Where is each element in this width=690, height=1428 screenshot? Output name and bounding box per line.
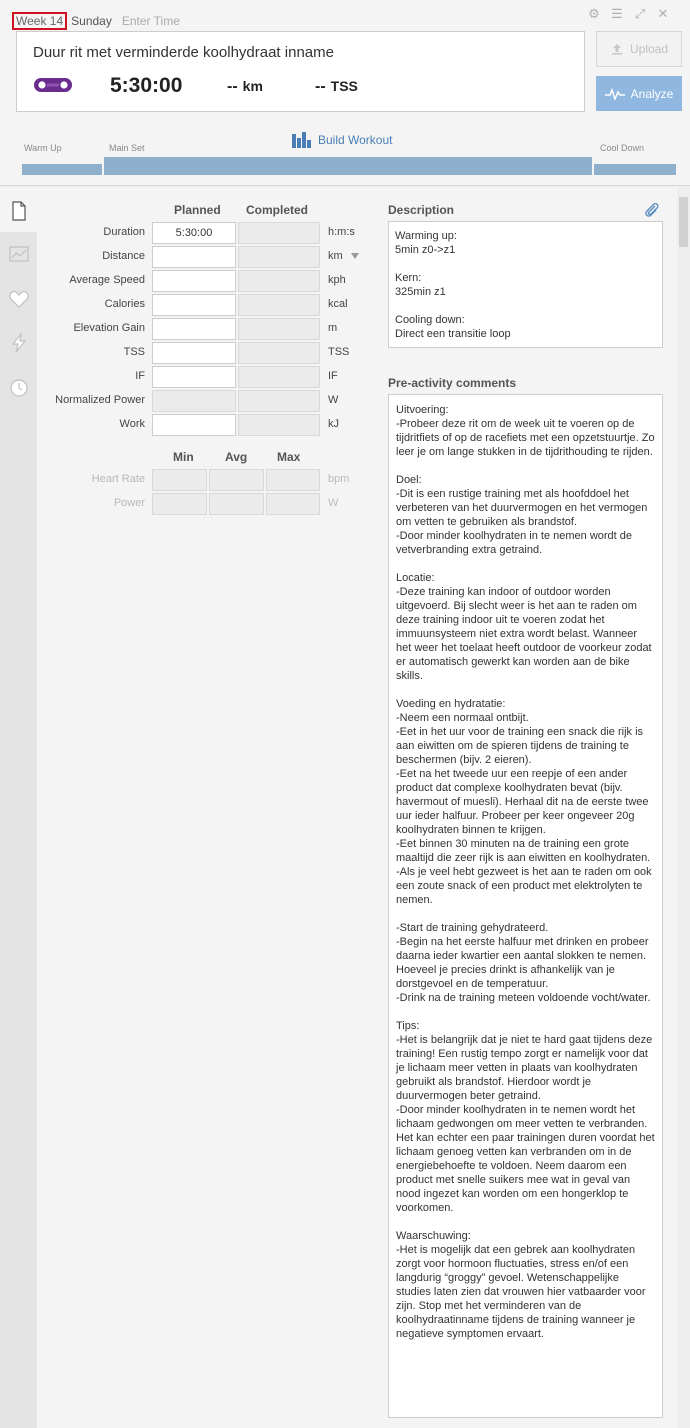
lightning-icon[interactable] (9, 333, 29, 353)
max-header: Max (277, 450, 301, 464)
planned-tss (315, 78, 358, 96)
workout-header (0, 0, 690, 186)
tss-completed-input[interactable] (238, 342, 320, 364)
if-label: IF (135, 370, 145, 382)
upload-icon (610, 43, 624, 55)
average-speed-label: Average Speed (69, 274, 145, 286)
elevation-gain-label: Elevation Gain (73, 322, 145, 334)
work-unit: kJ (328, 418, 339, 430)
calories-unit: kcal (328, 298, 348, 310)
enter-time-link[interactable]: Enter Time (121, 14, 180, 28)
calories-label: Calories (104, 298, 145, 310)
average-speed-planned-input[interactable] (152, 270, 236, 292)
elevation-gain-unit: m (328, 322, 338, 334)
distance-label: Distance (102, 250, 145, 262)
if-completed-input[interactable] (238, 366, 320, 388)
pulse-icon (605, 88, 625, 100)
if-unit: IF (328, 370, 338, 382)
elevation-gain-planned-input[interactable] (152, 318, 236, 340)
tss-unit: TSS (330, 78, 358, 94)
workout-title[interactable]: Duur rit met verminderde koolhydraat inname (33, 44, 334, 61)
min-header: Min (173, 450, 194, 464)
bike-chain-icon (33, 76, 73, 94)
power-max-input (266, 493, 320, 515)
tss-planned-input[interactable] (152, 342, 236, 364)
main-set-label: Main Set (109, 143, 145, 153)
clock-icon[interactable] (9, 378, 29, 398)
document-icon[interactable] (9, 201, 29, 221)
distance-unit: km (242, 78, 263, 94)
distance-planned-input[interactable] (152, 246, 236, 268)
duration-unit: h:m:s (328, 226, 355, 238)
build-workout-label: Build Workout (318, 133, 393, 147)
gear-icon[interactable]: ⚙ (588, 6, 600, 21)
power-label: Power (113, 497, 145, 509)
planned-header: Planned (174, 203, 221, 217)
work-label: Work (119, 418, 145, 430)
distance-unit-select[interactable]: km (328, 250, 343, 262)
scrollbar-thumb[interactable] (679, 197, 688, 247)
distance-completed-input[interactable] (238, 246, 320, 268)
close-icon[interactable]: ✕ (657, 6, 669, 21)
cool-down-segment[interactable] (594, 164, 676, 175)
planned-distance (227, 78, 263, 96)
chart-line-icon[interactable] (9, 244, 29, 264)
window-controls (587, 7, 670, 21)
week-label[interactable]: Week 14 (12, 12, 67, 30)
comments-title: Pre-activity comments (388, 376, 517, 390)
heart-rate-unit: bpm (328, 473, 350, 485)
work-planned-input[interactable] (152, 414, 236, 436)
duration-planned-input[interactable]: 5:30:00 (152, 222, 236, 244)
analyze-button[interactable] (596, 76, 682, 111)
normalized-power-completed-input[interactable] (238, 390, 320, 412)
day-label[interactable]: Sunday (71, 14, 112, 28)
pre-activity-comments-textarea[interactable]: Uitvoering: -Probeer deze rit om de week uit te voeren op de tijdritfiets of op de racefiets met een opzetstuurtje. Zo leer je om lange stukken in de tijdrithouding te rijden. Doel: -Dit is een rustige training met als hoofddoel het verbeteren van het duurvermogen en het vermogen om vetten te gebruiken als brandstof. -Door minder koolhydraten in te nemen wordt de vetverbranding extra getraind. Locatie: -Deze training kan indoor of outdoor worden uitgevoerd. Bij slecht weer is het aan te raden om deze training indoor uit te voeren zodat het immuunsysteem niet extra wordt belast. Wanneer het weer het toelaat heeft outdoor de voorkeur zodat er automatisch gewerkt kan worden aan de bike skills. Voeding en hydratatie: -Neem een normaal ontbijt. -Eet in het uur voor de training een snack die rijk is aan eiwitten om de spieren tijdens de training te beschermen (bijv. 2 eieren). -Eet na het tweede uur een reepje of een ander product dat complexe koolhydraten bevat (bijv. havermout of muesli). Herhaal dit na de eerste twee uur ieder halfuur. Probeer per keer ongeveer 20g koolhydraten binnen te krijgen. -Eet binnen 30 minuten na de training een grote maaltijd die zeer rijk is aan eiwitten en koolhydraten. -Als je veel hebt gezweet is het aan te raden om ook een zoute snack of een product met elektrolyten te nemen. -Start de training gehydrateerd. -Begin na het eerste halfuur met drinken en probeer daarna ieder kwartier een aantal slokken te nemen. Hoeveel je precies drinkt is afhankelijk van je dorstgevoel en de temperatuur. -Drink na de training meteen voldoende vocht/water. Tips: -Het is belangrijk dat je niet te hard gaat tijdens deze training! Een rustig tempo zorgt er namelijk voor dat je lichaam meer vetten in plaats van koolhydraten gebruikt als brandstof. Hierdoor wordt je duurvermogen beter getraind. -Door minder koolhydraten in te nemen wordt het lichaam gedwongen om meer vetten te verbranden. Het kan echter een paar trainingen duren voordat het lichaam genoeg vetten kan verbranden om in de energiebehoefte te voldoen. Neem daarom een product met snelle suikers mee wat in geval van nood ingezet kan worden om een hongerklop te voorkomen. Waarschuwing: -Het is mogelijk dat een gebrek aan koolhydraten zorgt voor hormoon fluctuaties, stress en/of een langdurig “groggy” gevoel. Wetenschappelijke studies laten zien dat vrouwen hier vatbaarder voor zijn. Stop met het verminderen van de koolhydraatinname tijdens de training wanneer je negatieve symptomen ervaart. (388, 394, 663, 1418)
work-completed-input[interactable] (238, 414, 320, 436)
menu-icon[interactable]: ☰ (611, 6, 623, 21)
tss-unit-label: TSS (328, 346, 350, 358)
normalized-power-unit: W (328, 394, 339, 406)
avg-header: Avg (225, 450, 248, 464)
duration-label: Duration (103, 226, 145, 238)
planned-duration: 5:30:00 (110, 74, 183, 97)
bar-chart-icon (292, 132, 312, 148)
tss-label: TSS (123, 346, 145, 358)
date-line (12, 12, 180, 30)
power-avg-input (209, 493, 264, 515)
upload-button[interactable] (596, 31, 682, 67)
heart-icon[interactable] (9, 289, 29, 309)
normalized-power-label: Normalized Power (55, 394, 145, 406)
description-title: Description (388, 203, 455, 217)
normalized-power-planned-input (152, 390, 236, 412)
calories-completed-input[interactable] (238, 294, 320, 316)
heart-rate-label: Heart Rate (91, 473, 145, 485)
average-speed-completed-input[interactable] (238, 270, 320, 292)
upload-label: Upload (629, 42, 669, 56)
elevation-gain-completed-input[interactable] (238, 318, 320, 340)
duration-completed-input[interactable] (238, 222, 320, 244)
power-unit: W (328, 497, 339, 509)
scrollbar[interactable] (677, 187, 690, 1428)
heart-rate-max-input (266, 469, 320, 491)
build-workout-button[interactable] (292, 132, 392, 148)
side-rail (0, 187, 37, 1428)
average-speed-unit: kph (328, 274, 346, 286)
analyze-label: Analyze (630, 86, 674, 101)
chevron-down-icon[interactable] (351, 253, 359, 259)
workout-summary-card (16, 31, 585, 112)
distance-value: -- (227, 78, 238, 95)
paperclip-icon[interactable] (644, 202, 660, 220)
warm-up-label: Warm Up (24, 143, 62, 153)
cool-down-label: Cool Down (600, 143, 645, 153)
heart-rate-avg-input (209, 469, 264, 491)
description-textarea[interactable]: Warming up: 5min z0->z1 Kern: 325min z1 Cooling down: Direct een transitie loop (388, 221, 663, 348)
power-min-input (152, 493, 207, 515)
calories-planned-input[interactable] (152, 294, 236, 316)
warm-up-segment[interactable] (22, 164, 102, 175)
if-planned-input[interactable] (152, 366, 236, 388)
completed-header: Completed (246, 203, 309, 217)
expand-icon[interactable]: ⤢ (634, 6, 646, 21)
heart-rate-min-input (152, 469, 207, 491)
main-set-segment[interactable] (104, 157, 592, 175)
tss-value: -- (315, 78, 326, 95)
